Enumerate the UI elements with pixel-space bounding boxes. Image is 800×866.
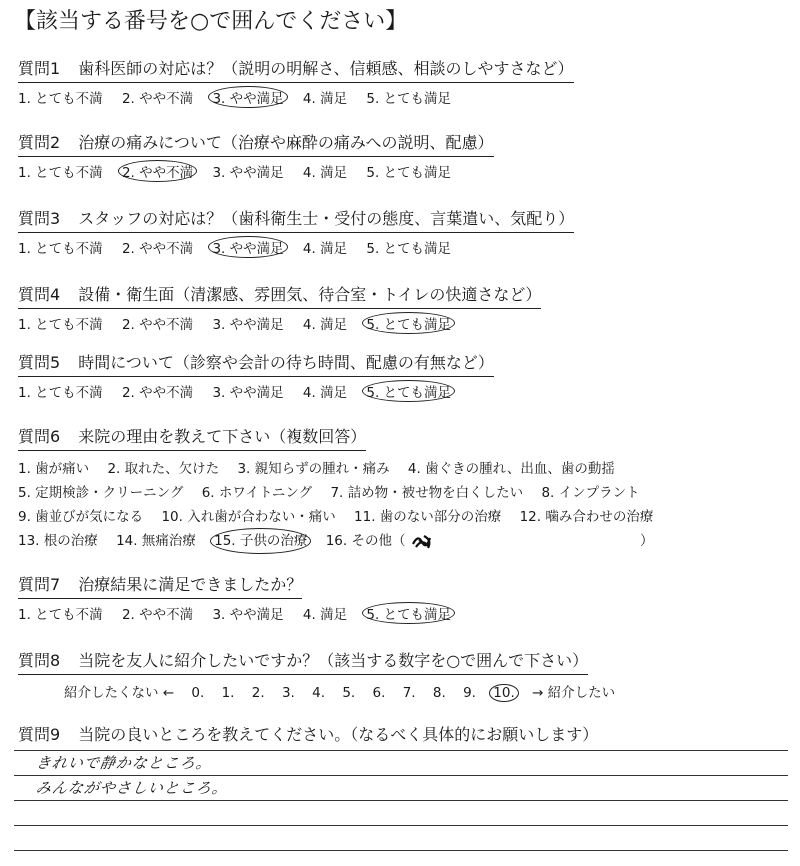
question-number: 質問2 <box>18 133 61 152</box>
option-4[interactable]: 4. 満足 <box>302 241 348 257</box>
question-number: 質問6 <box>18 427 61 446</box>
reason-8[interactable]: 8. インプラント <box>541 485 640 501</box>
option-2[interactable]: 2. やや不満 <box>121 385 194 401</box>
options-row <box>18 237 788 257</box>
recommend-scale <box>64 681 788 701</box>
reason-3[interactable]: 3. 親知らずの腫れ・痛み <box>237 461 390 477</box>
option-4[interactable]: 4. 満足 <box>302 91 348 107</box>
reason-14[interactable]: 14. 無痛治療 <box>116 533 196 549</box>
reason-2[interactable]: 2. 取れた、欠けた <box>107 461 220 477</box>
reason-1[interactable]: 1. 歯が痛い <box>18 461 90 477</box>
reason-row <box>18 457 788 481</box>
option-4[interactable]: 4. 満足 <box>302 385 348 401</box>
option-1[interactable]: 1. とても不満 <box>18 241 103 257</box>
scale-6[interactable]: 6. <box>372 685 386 701</box>
option-5[interactable]: 5. とても満足 <box>366 241 452 257</box>
option-5-selected[interactable]: 5. とても満足 <box>366 382 451 401</box>
option-5[interactable]: 5. とても満足 <box>366 165 452 181</box>
reason-10[interactable]: 10. 入れ歯が合わない・痛い <box>161 509 336 525</box>
reason-12[interactable]: 12. 噛み合わせの治療 <box>519 509 654 525</box>
reason-13[interactable]: 13. 根の治療 <box>18 533 98 549</box>
option-2[interactable]: 2. やや不満 <box>121 607 194 623</box>
question-number: 質問1 <box>18 59 61 78</box>
question-number: 質問4 <box>18 285 61 304</box>
option-2[interactable]: 2. やや不満 <box>121 241 194 257</box>
scale-3[interactable]: 3. <box>281 685 295 701</box>
question-text: 当院を友人に紹介したいですか？（該当する数字を○で囲んで下さい） <box>78 651 589 670</box>
option-4[interactable]: 4. 満足 <box>302 607 348 623</box>
reason-row <box>18 481 788 505</box>
scribble-mark-icon <box>410 532 436 550</box>
question-9 <box>18 722 788 748</box>
question-header <box>18 350 494 377</box>
options-row <box>18 603 788 623</box>
question-number: 質問3 <box>18 209 61 228</box>
question-number: 質問5 <box>18 353 61 372</box>
question-4 <box>18 282 788 333</box>
question-number: 質問9 <box>18 725 61 744</box>
option-2[interactable]: 2. やや不満 <box>121 317 194 333</box>
options-row <box>18 87 788 107</box>
question-header <box>18 56 574 83</box>
option-5-selected[interactable]: 5. とても満足 <box>366 314 451 333</box>
scale-7[interactable]: 7. <box>402 685 416 701</box>
question-text: 当院の良いところを教えてください。（なるべく具体的にお願いします） <box>78 725 599 744</box>
question-text: 時間について（診察や会計の待ち時間、配慮の有無など） <box>78 353 494 372</box>
option-2-selected[interactable]: 2. やや不満 <box>122 162 193 181</box>
question-text: スタッフの対応は？（歯科衛生士・受付の態度、言葉遣い、気配り） <box>78 209 575 228</box>
reason-6[interactable]: 6. ホワイトニング <box>201 485 313 501</box>
reason-row <box>18 505 788 529</box>
close-paren: ） <box>640 533 654 549</box>
scale-4[interactable]: 4. <box>312 685 326 701</box>
scale-1[interactable]: 1. <box>221 685 235 701</box>
question-header <box>18 648 588 675</box>
option-3[interactable]: 3. やや満足 <box>212 165 284 181</box>
scale-right-label: → 紹介したい <box>532 685 616 701</box>
question-2 <box>18 130 788 181</box>
question-7 <box>18 572 788 623</box>
option-3-selected[interactable]: 3. やや満足 <box>212 238 283 257</box>
scale-8[interactable]: 8. <box>432 685 446 701</box>
scale-left-label: 紹介したくない ← <box>64 685 175 701</box>
survey-title: 【該当する番号を○で囲んでください】 <box>14 9 408 34</box>
question-header <box>18 722 598 748</box>
option-1[interactable]: 1. とても不満 <box>18 385 103 401</box>
question-number: 質問7 <box>18 575 61 594</box>
option-1[interactable]: 1. とても不満 <box>18 165 103 181</box>
reason-4[interactable]: 4. 歯ぐきの腫れ、出血、歯の動揺 <box>407 461 615 477</box>
scale-0[interactable]: 0. <box>191 685 205 701</box>
question-header <box>18 424 366 451</box>
scale-9[interactable]: 9. <box>463 685 476 701</box>
question-text: 来院の理由を教えて下さい（複数回答） <box>78 427 367 446</box>
reason-9[interactable]: 9. 歯並びが気になる <box>18 509 144 525</box>
question-text: 設備・衛生面（清潔感、雰囲気、待合室・トイレの快適さなど） <box>78 285 542 304</box>
question-6 <box>18 424 788 553</box>
options-row <box>18 313 788 333</box>
option-3-selected[interactable]: 3. やや満足 <box>212 88 283 107</box>
option-2[interactable]: 2. やや不満 <box>121 91 194 107</box>
handwritten-answer: みんながやさしいところ。 <box>34 779 230 797</box>
handwritten-answer: きれいで静かなところ。 <box>34 754 214 772</box>
question-header <box>18 282 541 309</box>
question-number: 質問8 <box>18 651 61 670</box>
options-row <box>18 161 788 181</box>
answer-line[interactable] <box>14 776 788 801</box>
answer-line[interactable] <box>14 801 788 826</box>
question-5 <box>18 350 788 401</box>
question-8 <box>18 648 788 701</box>
question-text: 歯科医師の対応は？（説明の明解さ、信頼感、相談のしやすさなど） <box>78 59 574 78</box>
option-1[interactable]: 1. とても不満 <box>18 317 103 333</box>
option-3[interactable]: 3. やや満足 <box>212 385 284 401</box>
question-1 <box>18 56 788 107</box>
scale-10-selected[interactable]: 10. <box>493 685 514 701</box>
option-3[interactable]: 3. やや満足 <box>212 607 284 623</box>
answer-line[interactable] <box>14 750 788 776</box>
option-1[interactable]: 1. とても不満 <box>18 91 103 107</box>
answer-lines <box>14 750 788 851</box>
reason-options <box>18 457 788 553</box>
option-5[interactable]: 5. とても満足 <box>366 91 452 107</box>
question-header <box>18 130 494 157</box>
reason-11[interactable]: 11. 歯のない部分の治療 <box>354 509 502 525</box>
option-4[interactable]: 4. 満足 <box>302 317 348 333</box>
reason-5[interactable]: 5. 定期検診・クリーニング <box>18 485 184 501</box>
question-3 <box>18 206 788 257</box>
reason-row <box>18 529 788 553</box>
reason-16[interactable]: 16. その他（ ） <box>325 533 654 549</box>
options-row <box>18 381 788 401</box>
option-1[interactable]: 1. とても不満 <box>18 607 103 623</box>
option-3[interactable]: 3. やや満足 <box>212 317 284 333</box>
scale-2[interactable]: 2. <box>251 685 265 701</box>
question-text: 治療の痛みについて（治療や麻酔の痛みへの説明、配慮） <box>78 133 494 152</box>
reason-15-selected[interactable]: 15. 子供の治療 <box>214 529 307 553</box>
question-header <box>18 206 574 233</box>
option-4[interactable]: 4. 満足 <box>302 165 348 181</box>
question-text: 治療結果に満足できましたか？ <box>78 575 303 594</box>
option-5-selected[interactable]: 5. とても満足 <box>366 604 451 623</box>
reason-7[interactable]: 7. 詰め物・被せ物を白くしたい <box>330 485 524 501</box>
question-header <box>18 572 302 599</box>
scale-5[interactable]: 5. <box>342 685 356 701</box>
answer-line[interactable] <box>14 826 788 851</box>
